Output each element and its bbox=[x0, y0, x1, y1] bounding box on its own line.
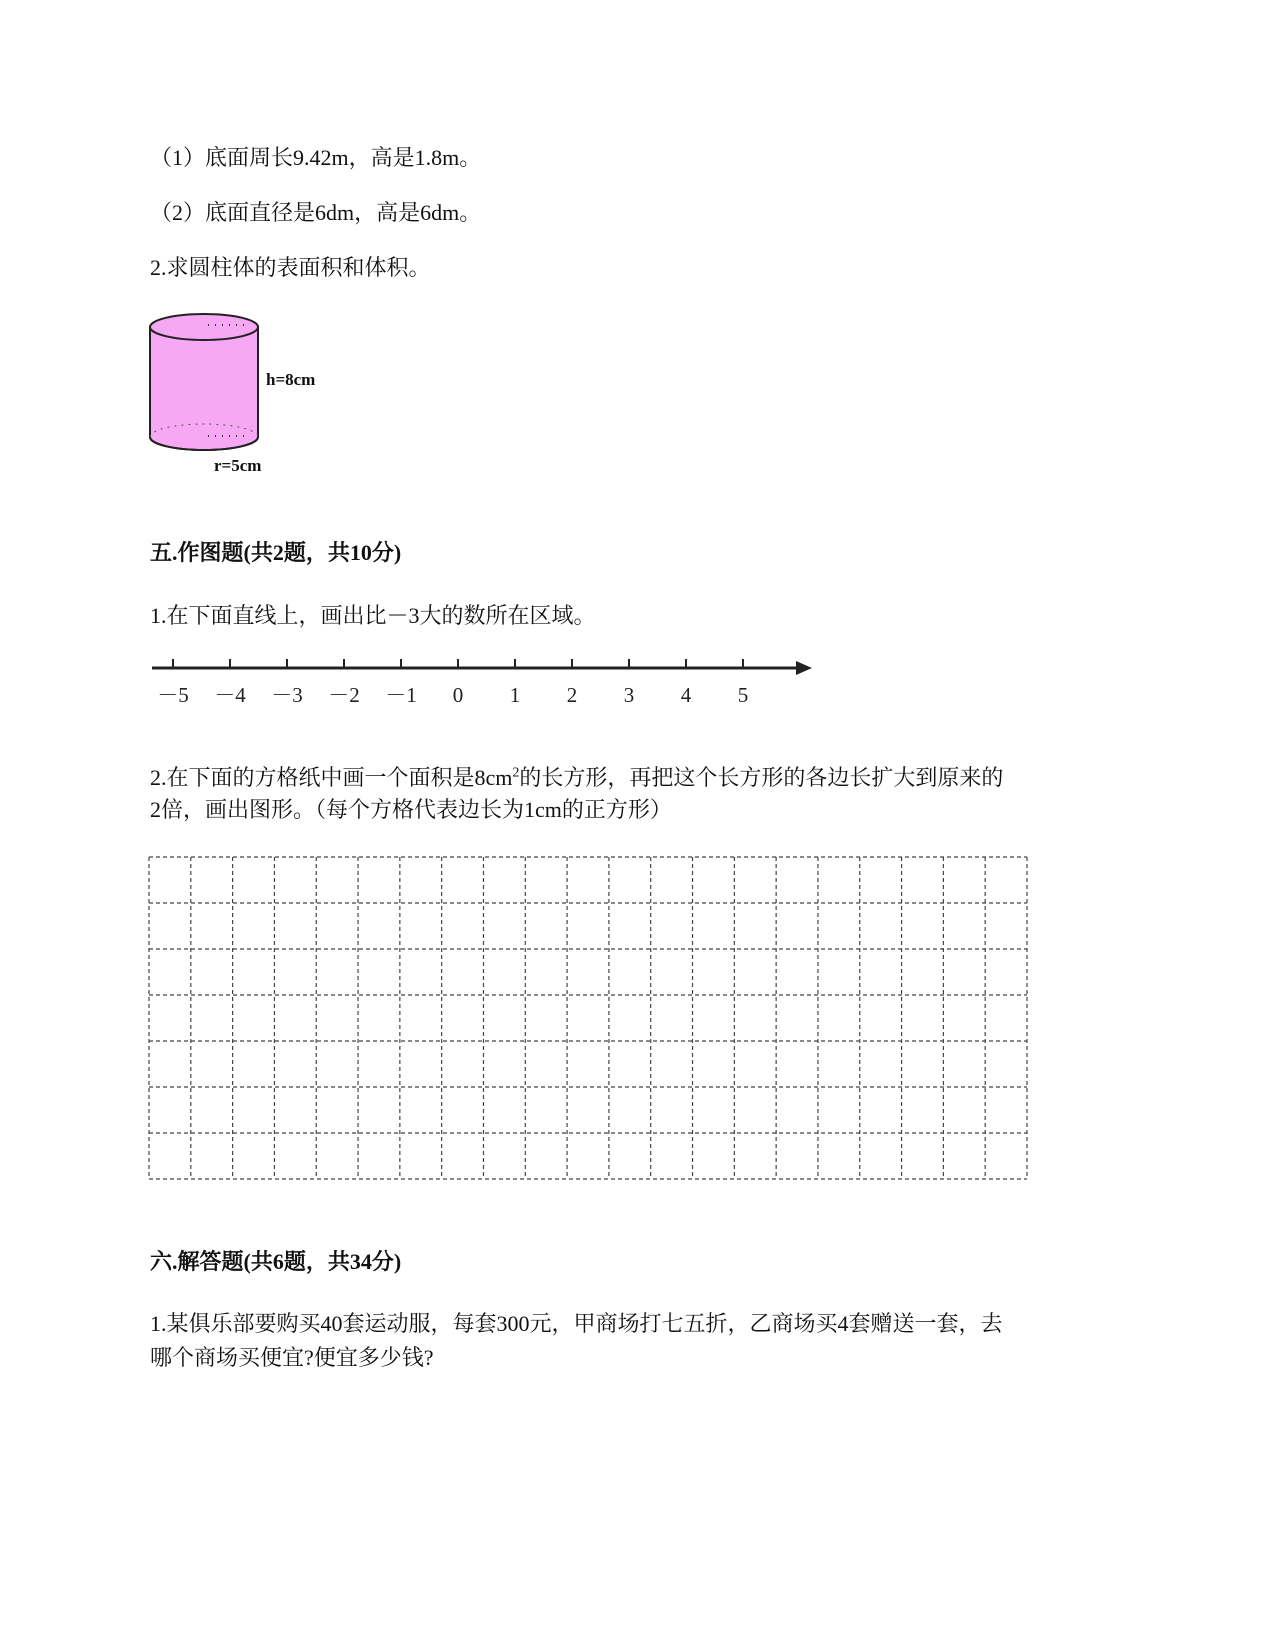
number-line bbox=[140, 650, 840, 725]
number-line-label: －3 bbox=[271, 683, 303, 707]
section-6-heading: 六.解答题(共6题，共34分) bbox=[150, 1249, 402, 1274]
question-part-1: （1）底面周长9.42m，高是1.8m。 bbox=[150, 145, 482, 170]
number-line-label: 0 bbox=[452, 683, 464, 707]
section-5-question-1: 1.在下面直线上，画出比－3大的数所在区域。 bbox=[150, 603, 596, 628]
section-5-question-2-line-2: 2倍，画出图形。（每个方格代表边长为1cm的正方形） bbox=[150, 797, 672, 822]
grid-paper bbox=[140, 850, 1040, 1195]
number-line-label: －4 bbox=[214, 683, 246, 707]
question-2-text-a: 2.在下面的方格纸中画一个面积是8cm bbox=[150, 765, 513, 790]
number-line-label: －1 bbox=[385, 683, 417, 707]
radius-label: r=5cm bbox=[214, 456, 262, 475]
number-line-label: 3 bbox=[623, 683, 635, 707]
section-5-question-2-line-1 bbox=[150, 763, 1003, 793]
section-6-question-1-line-1: 1.某俱乐部要购买40套运动服，每套300元，甲商场打七五折，乙商场买4套赠送一套，去 bbox=[150, 1311, 1003, 1336]
number-line-label: 5 bbox=[737, 683, 749, 707]
superscript: 2 bbox=[512, 765, 520, 781]
question-2-text: 2.求圆柱体的表面积和体积。 bbox=[150, 255, 431, 280]
height-label: h=8cm bbox=[266, 370, 316, 389]
section-6-question-1-line-2: 哪个商场买便宜?便宜多少钱? bbox=[150, 1345, 434, 1370]
number-line-label: 4 bbox=[680, 683, 692, 707]
question-2-text-b: 的长方形，再把这个长方形的各边长扩大到原来的 bbox=[519, 765, 1004, 790]
number-line-label: －5 bbox=[157, 683, 189, 707]
number-line-label: 1 bbox=[509, 683, 521, 707]
section-5-heading: 五.作图题(共2题，共10分) bbox=[150, 540, 402, 565]
cylinder-figure bbox=[140, 305, 360, 490]
number-line-label: －2 bbox=[328, 683, 360, 707]
number-line-label: 2 bbox=[566, 683, 578, 707]
question-part-2: （2）底面直径是6dm，高是6dm。 bbox=[150, 200, 482, 225]
